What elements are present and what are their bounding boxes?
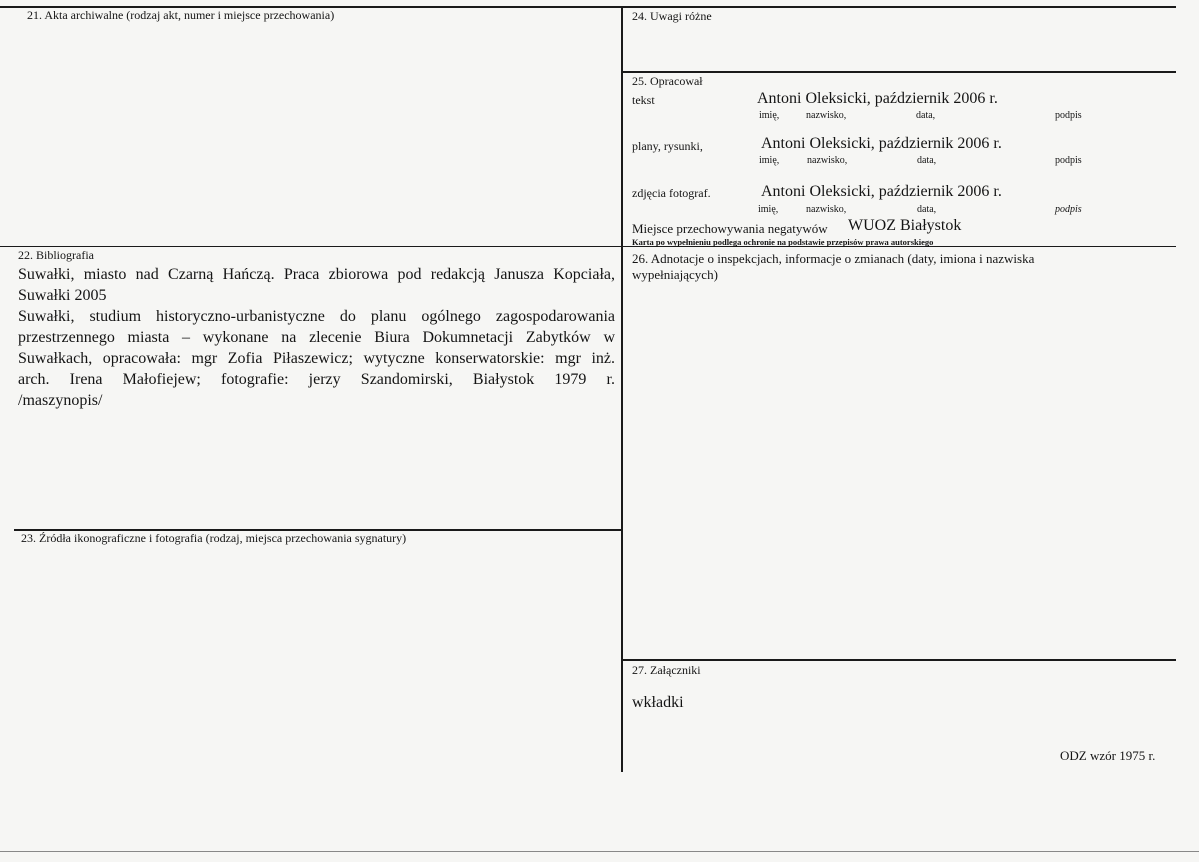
divider-24-25 bbox=[623, 71, 1176, 73]
author-row-kind: tekst bbox=[632, 93, 655, 107]
bibliography-line: Suwałki, miasto nad Czarną Hańczą. Praca zbiorowa pod redakcją Janusza Kopciała, bbox=[18, 266, 615, 283]
caption-imie: imię, bbox=[758, 204, 779, 215]
caption-podpis: podpis bbox=[1055, 110, 1082, 121]
bibliography-line: Suwałki, studium historyczno-urbanistyczne do planu ogólnego zagospodarowania bbox=[18, 308, 615, 325]
caption-data: data, bbox=[917, 155, 937, 166]
section-22-label: 22. Bibliografia bbox=[18, 248, 94, 262]
caption-podpis: podpis bbox=[1055, 204, 1082, 215]
author-row-value: Antoni Oleksicki, październik 2006 r. bbox=[761, 135, 1002, 152]
bibliography-text bbox=[18, 264, 615, 411]
section-24-label: 24. Uwagi różne bbox=[632, 9, 712, 23]
caption-podpis: podpis bbox=[1055, 155, 1082, 166]
negatives-value: WUOZ Białystok bbox=[848, 217, 962, 234]
bibliography-line: przestrzennego miasta – wykonane na zlecenie Biura Dokumnetacji Zabytków w bbox=[18, 329, 615, 346]
author-row-value: Antoni Oleksicki, październik 2006 r. bbox=[761, 183, 1002, 200]
form-template-label: ODZ wzór 1975 r. bbox=[1060, 748, 1156, 763]
bottom-edge-line bbox=[0, 851, 1199, 852]
column-divider bbox=[621, 8, 623, 772]
caption-nazwisko: nazwisko, bbox=[806, 204, 847, 215]
author-row-kind: zdjęcia fotograf. bbox=[632, 186, 711, 200]
section-23-label: 23. Źródła ikonograficzne i fotografia (rodzaj, miejsca przechowania sygnatury) bbox=[21, 531, 407, 545]
caption-nazwisko: nazwisko, bbox=[806, 110, 847, 121]
negatives-label: Miejsce przechowywania negatywów bbox=[632, 221, 828, 236]
bibliography-line: arch. Irena Małofiejew; fotografie: jerzy Szandomirski, Białystok 1979 r. bbox=[18, 371, 615, 388]
author-row-kind: plany, rysunki, bbox=[632, 139, 703, 153]
caption-nazwisko: nazwisko, bbox=[807, 155, 848, 166]
bibliography-line: Suwałkach, opracowała: mgr Zofia Piłaszewicz; wytyczne konserwatorskie: mgr inż. bbox=[18, 350, 615, 367]
caption-data: data, bbox=[916, 110, 936, 121]
section-26-label: 26. Adnotacje o inspekcjach, informacje o zmianach (daty, imiona i nazwiska bbox=[632, 251, 1035, 266]
bibliography-line: /maszynopis/ bbox=[18, 392, 103, 409]
section-25-label: 25. Opracował bbox=[632, 74, 703, 88]
section-26-label-cont: wypełniających) bbox=[632, 267, 718, 282]
section-27-label: 27. Załączniki bbox=[632, 663, 701, 677]
caption-data: data, bbox=[917, 204, 937, 215]
caption-imie: imię, bbox=[759, 155, 780, 166]
divider-21-22 bbox=[0, 246, 622, 247]
bibliography-line: Suwałki 2005 bbox=[18, 287, 107, 304]
caption-imie: imię, bbox=[759, 110, 780, 121]
copyright-notice: Karta po wypełnieniu podlega ochronie na podstawie przepisów prawa autorskiego bbox=[632, 237, 934, 247]
divider-26-27 bbox=[623, 659, 1176, 661]
section-21-label: 21. Akta archiwalne (rodzaj akt, numer i miejsce przechowania) bbox=[27, 8, 335, 22]
author-row-value: Antoni Oleksicki, październik 2006 r. bbox=[757, 90, 998, 107]
attachments-value: wkładki bbox=[632, 694, 684, 711]
